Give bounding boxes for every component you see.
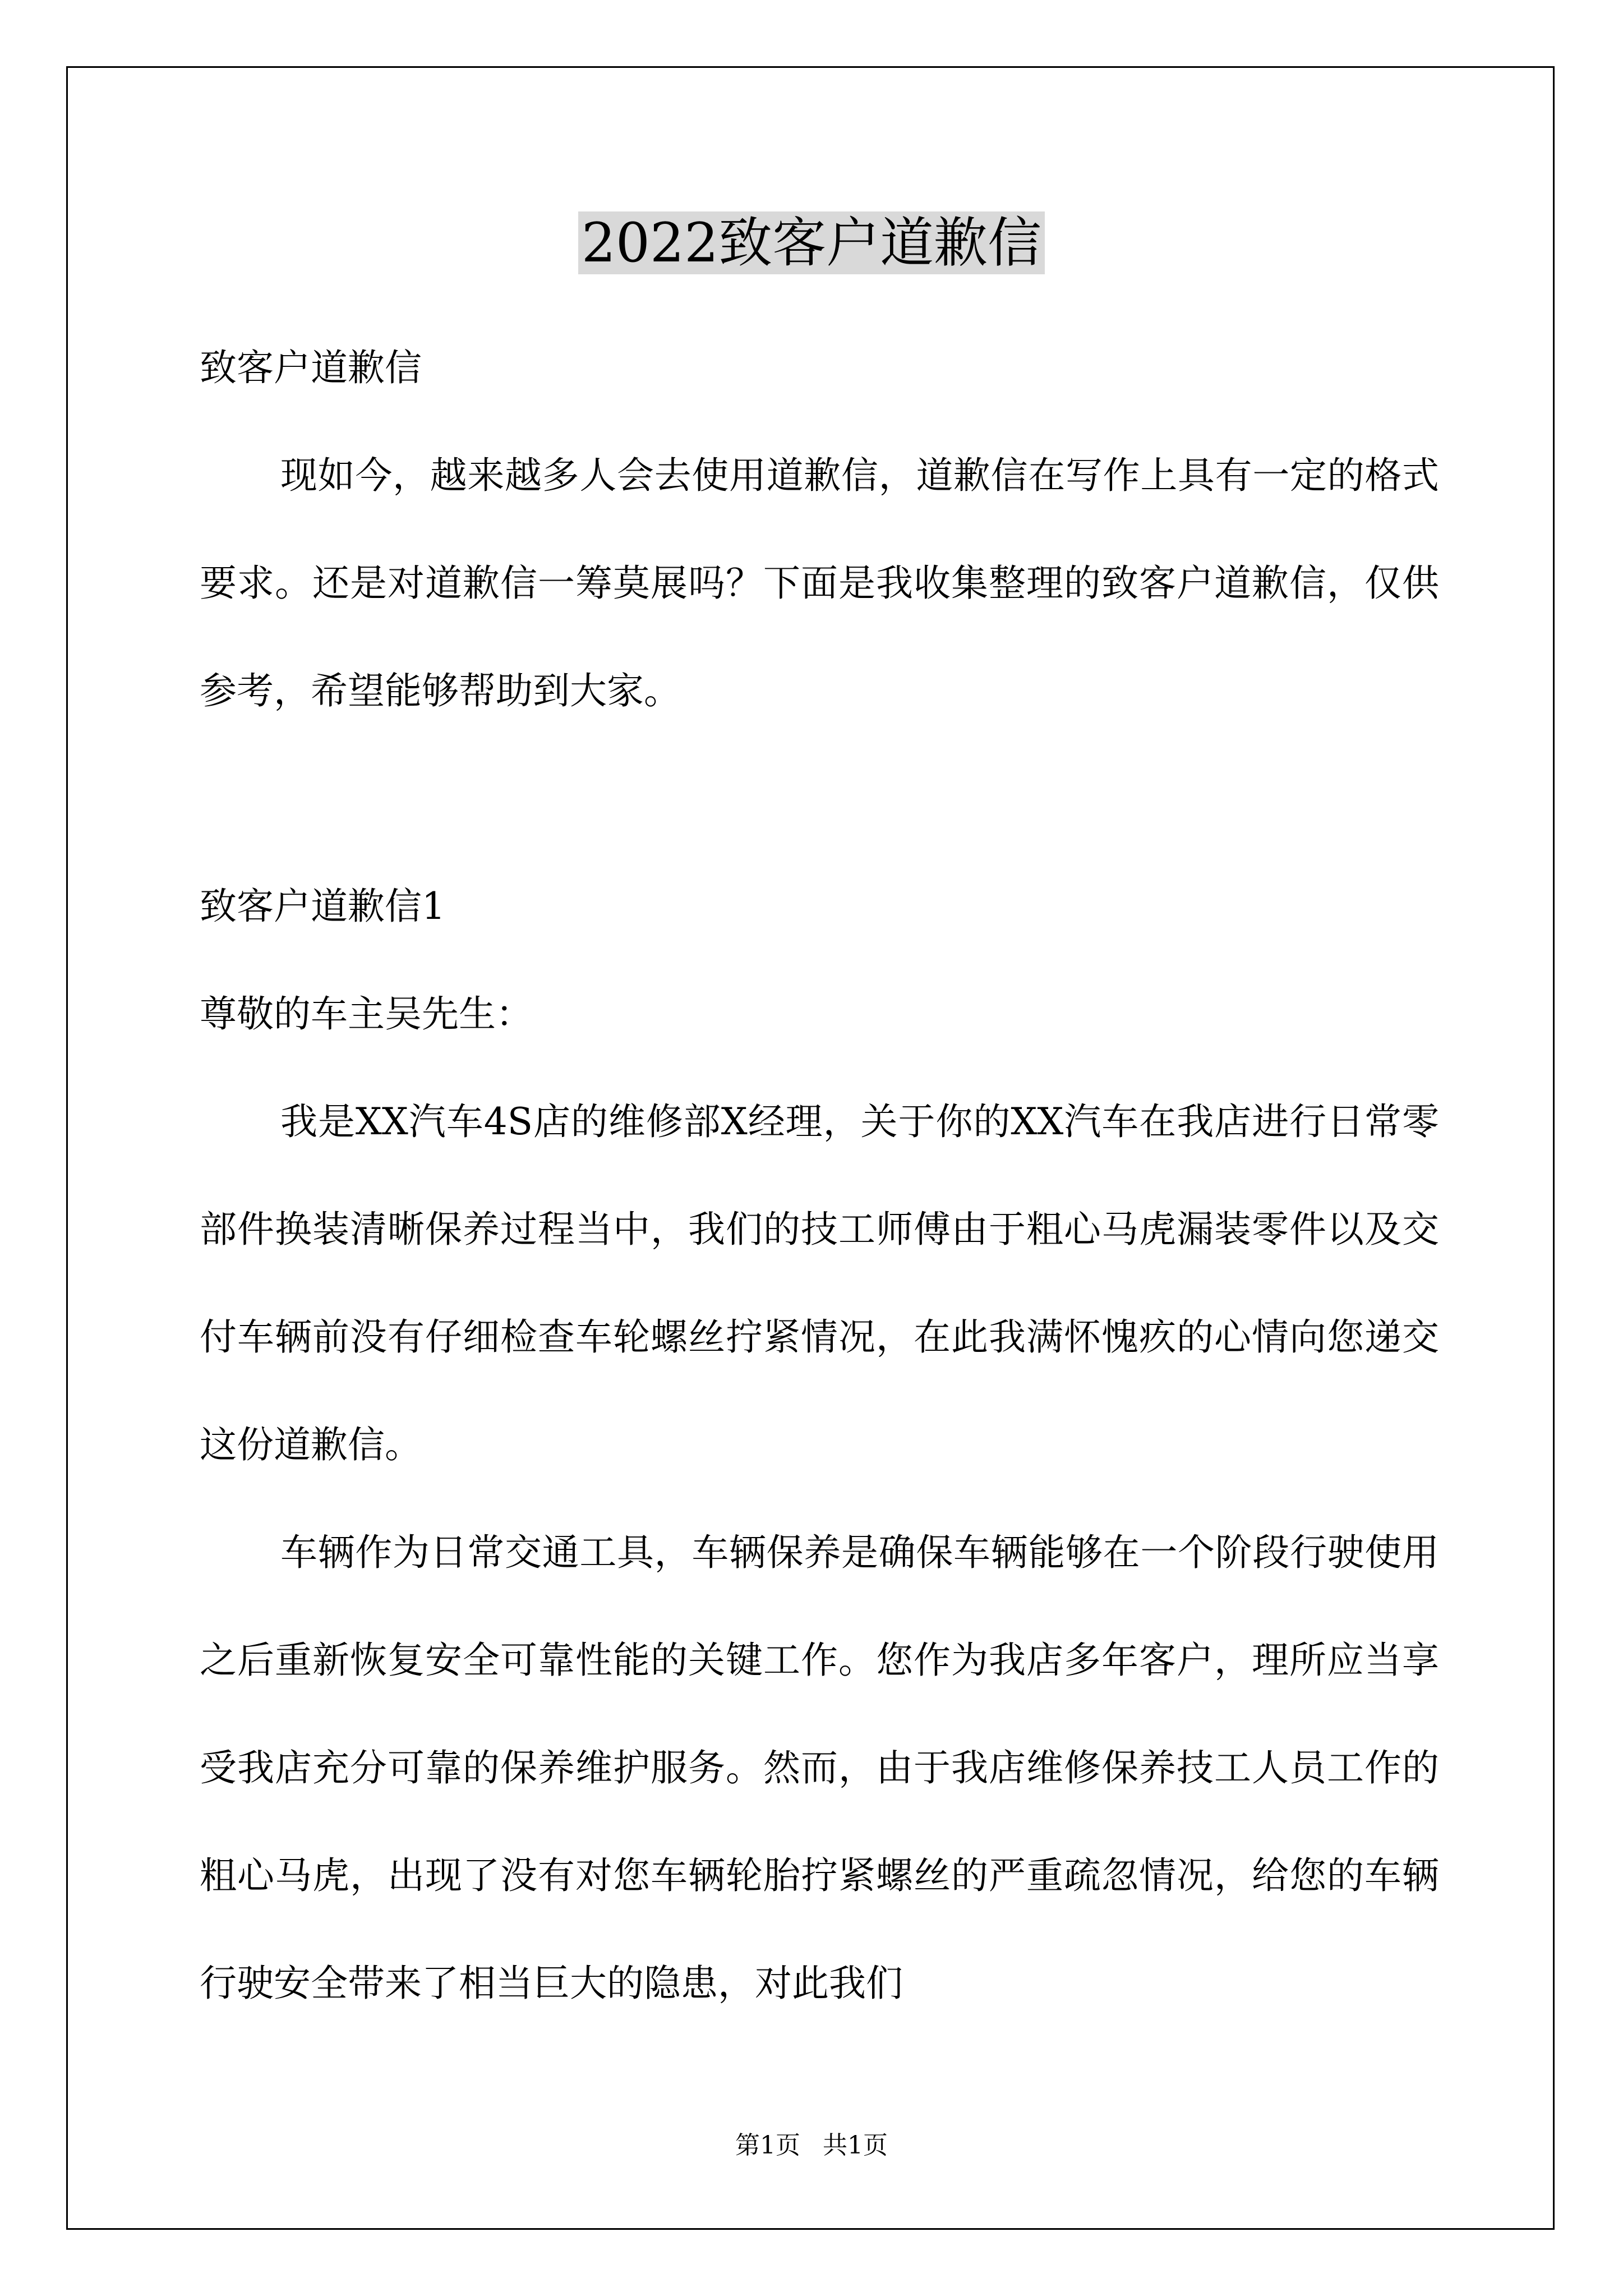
intro-paragraph: 现如今，越来越多人会去使用道歉信，道歉信在写作上具有一定的格式要求。还是对道歉信一筹莫展吗？下面是我收集整理的致客户道歉信，仅供参考，希望能够帮助到大家。 — [200, 454, 1439, 712]
page-footer — [0, 2129, 1623, 2162]
letter-heading: 致客户道歉信1 — [200, 885, 445, 928]
blank-line — [200, 745, 1439, 853]
document-body — [200, 314, 1439, 2037]
subheading: 致客户道歉信 — [200, 346, 422, 389]
body-paragraph-2: 车辆作为日常交通工具，车辆保养是确保车辆能够在一个阶段行驶使用之后重新恢复安全可靠性能的关键工作。您作为我店多年客户，理所应当享受我店充分可靠的保养维护服务。然而，由于我店维修保养技工人员工作的粗心马虎，出现了没有对您车辆轮胎拧紧螺丝的严重疏忽情况，给您的车辆行驶安全带来了相当巨大的隐患，对此我们 — [200, 1531, 1439, 2005]
salutation: 尊敬的车主吴先生： — [200, 992, 533, 1036]
document-title — [0, 201, 1623, 285]
page-number: 第1页 — [735, 2131, 800, 2160]
body-paragraph-1: 我是XX汽车4S店的维修部X经理，关于你的XX汽车在我店进行日常零部件换装清晰保养过程当中，我们的技工师傅由于粗心马虎漏装零件以及交付车辆前没有仔细检查车轮螺丝拧紧情况，在此我满怀愧疚的心情向您递交这份道歉信。 — [200, 1100, 1439, 1466]
page-total: 共1页 — [823, 2131, 888, 2160]
document-title-text: 2022致客户道歉信 — [578, 211, 1045, 274]
